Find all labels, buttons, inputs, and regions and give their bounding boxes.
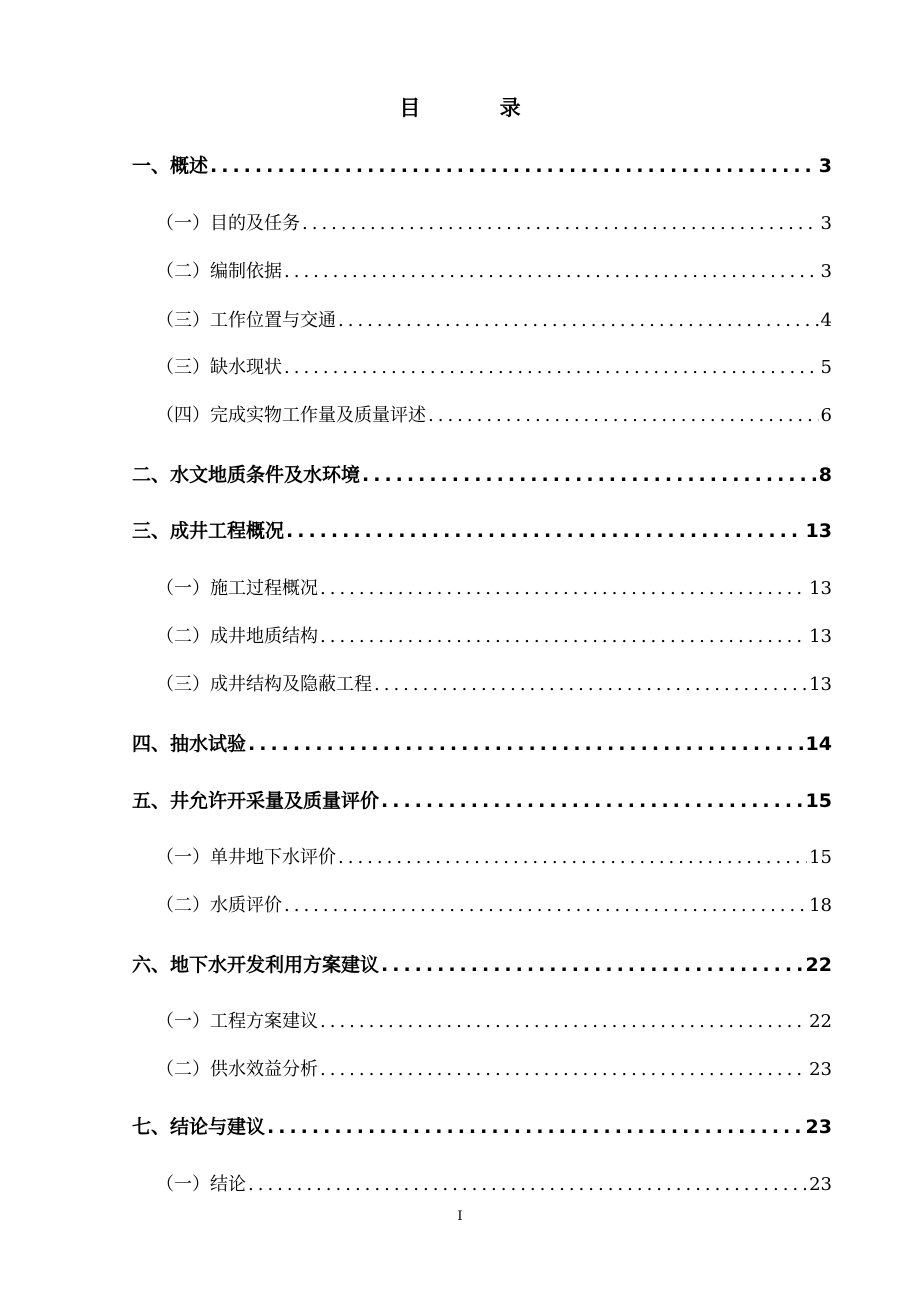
toc-entry-label: （四）完成实物工作量及质量评述 xyxy=(156,405,426,426)
toc-entry-label: （一）结论 xyxy=(156,1174,246,1195)
toc-entry-page: 13 xyxy=(809,674,832,695)
toc-entry-page: 3 xyxy=(818,155,832,177)
toc-entry-level1[interactable] xyxy=(132,729,832,755)
toc-entry-label: （一）单井地下水评价 xyxy=(156,847,336,868)
toc-entry-page: 3 xyxy=(820,261,832,282)
toc-entry-page: 14 xyxy=(805,733,832,755)
toc-entry-page: 18 xyxy=(809,895,832,916)
toc-entry-level1[interactable] xyxy=(132,950,832,976)
toc-entry-level1[interactable] xyxy=(132,516,832,542)
toc-entry-page: 5 xyxy=(820,357,832,378)
toc-leader-dots xyxy=(284,357,819,378)
toc-entry-level2[interactable] xyxy=(156,622,832,648)
toc-entry-level2[interactable] xyxy=(156,401,832,427)
toc-entry-label: 三、成井工程概况 xyxy=(132,520,285,542)
toc-entry-page: 23 xyxy=(809,1174,832,1195)
toc-leader-dots xyxy=(284,895,807,916)
toc-entry-page: 15 xyxy=(809,847,832,868)
toc-leader-dots xyxy=(320,578,807,599)
toc-leader-dots xyxy=(210,155,817,177)
toc-leader-dots xyxy=(320,1059,807,1080)
toc-leader-dots xyxy=(302,213,819,234)
toc-leader-dots xyxy=(374,674,807,695)
toc-entry-page: 6 xyxy=(820,405,832,426)
toc-entry-level2[interactable] xyxy=(156,574,832,600)
toc-entry-page: 15 xyxy=(805,790,832,812)
toc-leader-dots xyxy=(320,1011,807,1032)
toc-entry-level1[interactable] xyxy=(132,460,832,486)
toc-entry-label: （三）工作位置与交通 xyxy=(156,310,336,331)
toc-leader-dots xyxy=(286,520,804,542)
toc-entry-label: （二）编制依据 xyxy=(156,261,282,282)
toc-entry-label: 四、抽水试验 xyxy=(132,733,247,755)
toc-entry-page: 13 xyxy=(805,520,832,542)
toc-entry-label: 六、地下水开发利用方案建议 xyxy=(132,954,380,976)
toc-entry-label: （三）缺水现状 xyxy=(156,357,282,378)
toc-entry-label: （一）工程方案建议 xyxy=(156,1011,318,1032)
toc-entry-level1[interactable] xyxy=(132,151,832,177)
toc-entry-page: 22 xyxy=(809,1011,832,1032)
toc-leader-dots xyxy=(381,790,804,812)
toc-entry-label: （二）成井地质结构 xyxy=(156,626,318,647)
toc-entry-level1[interactable] xyxy=(132,786,832,812)
toc-leader-dots xyxy=(338,310,819,331)
toc-entry-label: 二、水文地质条件及水环境 xyxy=(132,464,361,486)
toc-entry-level2[interactable] xyxy=(156,306,832,332)
toc-leader-dots xyxy=(267,1116,804,1138)
toc-entry-page: 13 xyxy=(809,578,832,599)
toc-entry-label: （二）供水效益分析 xyxy=(156,1059,318,1080)
toc-entry-label: （二）水质评价 xyxy=(156,895,282,916)
toc-entry-page: 3 xyxy=(820,213,832,234)
toc-leader-dots xyxy=(362,464,817,486)
toc-entry-page: 22 xyxy=(805,954,832,976)
toc-entry-page: 13 xyxy=(809,626,832,647)
toc-entry-label: 七、结论与建议 xyxy=(132,1116,266,1138)
toc-leader-dots xyxy=(320,626,807,647)
toc-entry-label: （一）施工过程概况 xyxy=(156,578,318,599)
toc-title: 目 录 xyxy=(399,96,557,120)
toc-entry-level2[interactable] xyxy=(156,353,832,379)
toc-entry-label: （三）成井结构及隐蔽工程 xyxy=(156,674,372,695)
toc-entry-label: 五、井允许开采量及质量评价 xyxy=(132,790,380,812)
toc-entry-level2[interactable] xyxy=(156,209,832,235)
toc-entry-level1[interactable] xyxy=(132,1112,832,1138)
toc-entry-level2[interactable] xyxy=(156,257,832,283)
toc-entry-level2[interactable] xyxy=(156,891,832,917)
toc-entry-page: 4 xyxy=(820,310,832,331)
toc-leader-dots xyxy=(284,261,819,282)
toc-leader-dots xyxy=(338,847,807,868)
toc-entry-label: 一、概述 xyxy=(132,155,209,177)
toc-entry-level2[interactable] xyxy=(156,1170,832,1196)
toc-entry-page: 23 xyxy=(809,1059,832,1080)
toc-entry-level2[interactable] xyxy=(156,843,832,869)
toc-entry-page: 8 xyxy=(818,464,832,486)
toc-entry-label: （一）目的及任务 xyxy=(156,213,300,234)
toc-leader-dots xyxy=(248,1174,807,1195)
toc-leader-dots xyxy=(428,405,819,426)
toc-entry-level2[interactable] xyxy=(156,1055,832,1081)
toc-leader-dots xyxy=(248,733,804,755)
toc-entry-level2[interactable] xyxy=(156,1007,832,1033)
page-number: I xyxy=(457,1209,463,1224)
toc-leader-dots xyxy=(381,954,804,976)
toc-entry-page: 23 xyxy=(805,1116,832,1138)
toc-entry-level2[interactable] xyxy=(156,670,832,696)
